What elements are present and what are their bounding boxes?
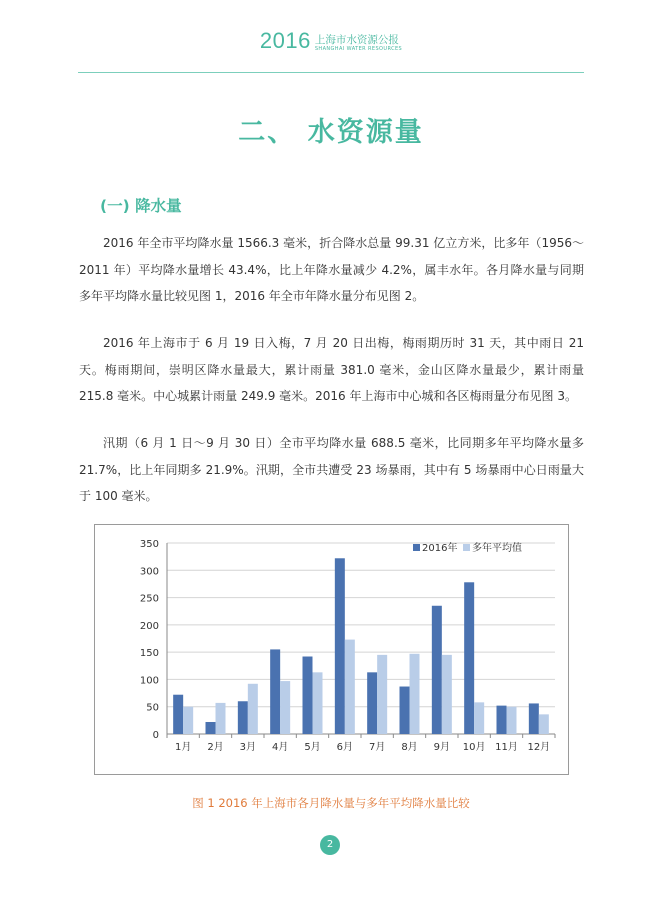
- bar-long-term-average: [216, 703, 226, 734]
- x-tick-label: 4月: [271, 742, 289, 753]
- header-title-en: SHANGHAI WATER RESOURCES: [314, 46, 403, 52]
- x-tick-label: 2月: [207, 742, 224, 753]
- bar-year-2016: [206, 722, 216, 734]
- x-tick-label: 9月: [433, 742, 451, 753]
- header-title-cn: 上海市水资源公报: [314, 34, 399, 46]
- x-tick-label: 5月: [304, 742, 321, 753]
- x-tick-label: 1月: [174, 742, 192, 753]
- legend-label: 2016年: [422, 543, 458, 554]
- header-text: [315, 34, 402, 52]
- bar-long-term-average: [507, 707, 517, 734]
- y-tick-label: 300: [139, 566, 159, 578]
- header-year: 2016: [259, 28, 311, 53]
- header-divider: [78, 72, 584, 73]
- figure-caption: 图 1 2016 年上海市各月降水量与多年平均降水量比较: [192, 796, 470, 810]
- subsection-title: (一) 降水量: [100, 197, 182, 215]
- bar-long-term-average: [313, 672, 323, 734]
- bar-year-2016: [303, 657, 313, 734]
- header-logo: [260, 30, 402, 52]
- bar-year-2016: [270, 649, 280, 734]
- bar-year-2016: [400, 687, 410, 734]
- y-tick-label: 150: [139, 648, 159, 660]
- bar-year-2016: [432, 606, 442, 734]
- x-tick-label: 8月: [401, 742, 418, 753]
- bar-long-term-average: [345, 640, 355, 734]
- bar-long-term-average: [248, 684, 258, 734]
- bar-year-2016: [464, 582, 474, 734]
- bar-year-2016: [367, 672, 377, 734]
- bar-year-2016: [497, 706, 507, 734]
- x-tick-label: 7月: [368, 742, 386, 753]
- x-tick-label: 3月: [239, 742, 257, 753]
- legend-swatch: [463, 544, 470, 551]
- bar-long-term-average: [474, 702, 484, 734]
- paragraph-1: 2016 年全市平均降水量 1566.3 毫米，折合降水总量 99.31 亿立方米，比多年（1956～2011 年）平均降水量增长 43.4%，比上年降水量减少 4.2%，属丰水年。各月降水量与同期多年平均降水量比较见图 1，2016 年全市年降水量分布见图 2。: [79, 236, 584, 303]
- x-tick-label: 11月: [495, 742, 518, 753]
- legend-swatch: [413, 544, 420, 551]
- bar-year-2016: [173, 695, 183, 734]
- x-tick-label: 10月: [462, 742, 486, 753]
- section-title: 二、 水资源量: [238, 117, 424, 148]
- page-header: [0, 30, 662, 52]
- bar-year-2016: [335, 558, 345, 734]
- bar-long-term-average: [410, 654, 420, 734]
- y-tick-label: 100: [139, 675, 159, 687]
- y-tick-label: 0: [152, 730, 159, 741]
- y-tick-label: 250: [139, 593, 159, 605]
- bar-year-2016: [529, 703, 539, 734]
- bar-long-term-average: [377, 655, 387, 734]
- bar-long-term-average: [539, 714, 549, 734]
- bar-long-term-average: [183, 707, 193, 734]
- y-tick-label: 350: [139, 539, 159, 550]
- bar-year-2016: [238, 701, 248, 734]
- bar-long-term-average: [442, 655, 452, 734]
- y-tick-label: 200: [139, 620, 159, 632]
- legend-label: 多年平均值: [472, 543, 522, 554]
- x-tick-label: 6月: [336, 742, 354, 753]
- bar-long-term-average: [280, 681, 290, 734]
- page-number: 2: [320, 835, 340, 855]
- paragraph-3: 汛期（6 月 1 日～9 月 30 日）全市平均降水量 688.5 毫米，比同期多年平均降水量多 21.7%，比上年同期多 21.9%。汛期，全市共遭受 23 场暴雨，其中有 5 场暴雨中心日雨量大于 100 毫米。: [79, 436, 584, 503]
- chart-frame: [94, 524, 569, 775]
- x-tick-label: 12月: [527, 742, 551, 753]
- paragraph-2: 2016 年上海市于 6 月 19 日入梅，7 月 20 日出梅，梅雨期历时 31 天，其中雨日 21 天。梅雨期间，崇明区降水量最大，累计雨量 381.0 毫米，金山区降水量最少，累计雨量 215.8 毫米。中心城累计雨量 249.9 毫米。2016 年上海市中心城和各区梅雨量分布见图 3。: [79, 336, 584, 403]
- y-tick-label: 50: [146, 702, 159, 714]
- rainfall-bar-chart: [95, 525, 570, 776]
